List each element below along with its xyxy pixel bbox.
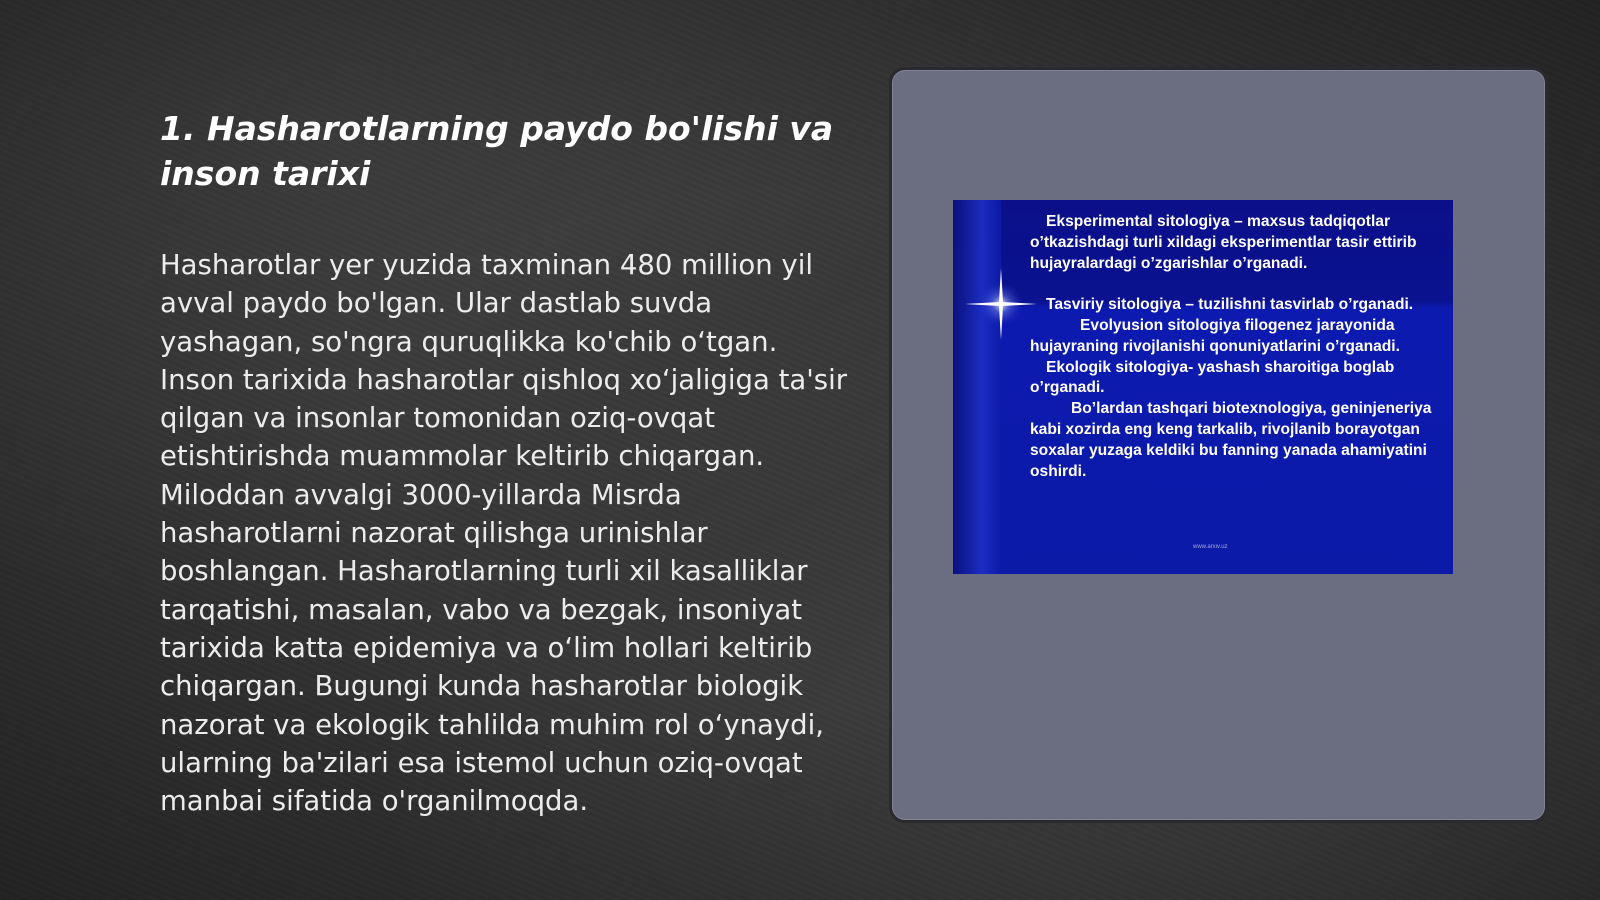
embedded-paragraph: Ekologik sitologiya- yashash sharoitiga boglab o’rganadi. — [1030, 358, 1395, 397]
embedded-watermark: www.arxiv.uz — [1193, 544, 1228, 550]
slide-body-text: Hasharotlar yer yuzida taxminan 480 million yil avval paydo bo'lgan. Ular dastlab suvda yashagan, so'ngra quruqlikka ko'chib o‘tgan. Inson tarixida hasharotlar qishloq xo‘jaligiga ta'sir qilgan va insonlar tomonidan oziq-ovqat etishtirishda muammolar keltirib chiqargan. Miloddan avvalgi 3000-yillarda Misrda hasharotlarni nazorat qilishga urinishlar boshlangan. Hasharotlarning turli xil kasalliklar tarqatishi, masalan, vabo va bezgak, insoniyat tarixida katta epidemiya va o‘lim hollari keltirib chiqargan. Bugungi kunda hasharotlar biologik nazorat va ekologik tahlilda muhim rol o‘ynaydi, ularning ba'zilari esa istemol uchun oziq-ovqat manbai sifatida o'rganilmoqda. — [160, 249, 848, 818]
embedded-paragraph: Bo’lardan tashqari biotexnologiya, geninjeneriya kabi xozirda eng keng tarkalib, rivojlanib borayotgan soxalar yuzaga keldiki bu fanning yanada ahamiyatini oshirdi. — [1030, 400, 1432, 480]
slide-title: 1. Hasharotlarning paydo bo'lishi va inson tarixi — [160, 109, 834, 193]
embedded-paragraph: Tasviriy sitologiya – tuzilishni tasvirlab o’rganadi. — [1046, 296, 1414, 314]
image-frame — [889, 67, 1548, 823]
embedded-paragraph: Evolyusion sitologiya filogenez jarayonida hujayraning rivojlanishi qonuniyatlarini o’rganadi. — [1030, 316, 1400, 355]
sparkle-star-icon — [961, 264, 1041, 344]
embedded-slide-image — [953, 200, 1453, 574]
embedded-slide-left-band — [953, 200, 1001, 574]
embedded-paragraph: Eksperimental sitologiya – maxsus tadqiqotlar o’tkazishdagi turli xildagi eksperimentlar tasir ettirib hujayralardagi o’zgarishlar o’rganadi. — [1030, 213, 1417, 272]
embedded-slide-text — [1030, 212, 1440, 482]
